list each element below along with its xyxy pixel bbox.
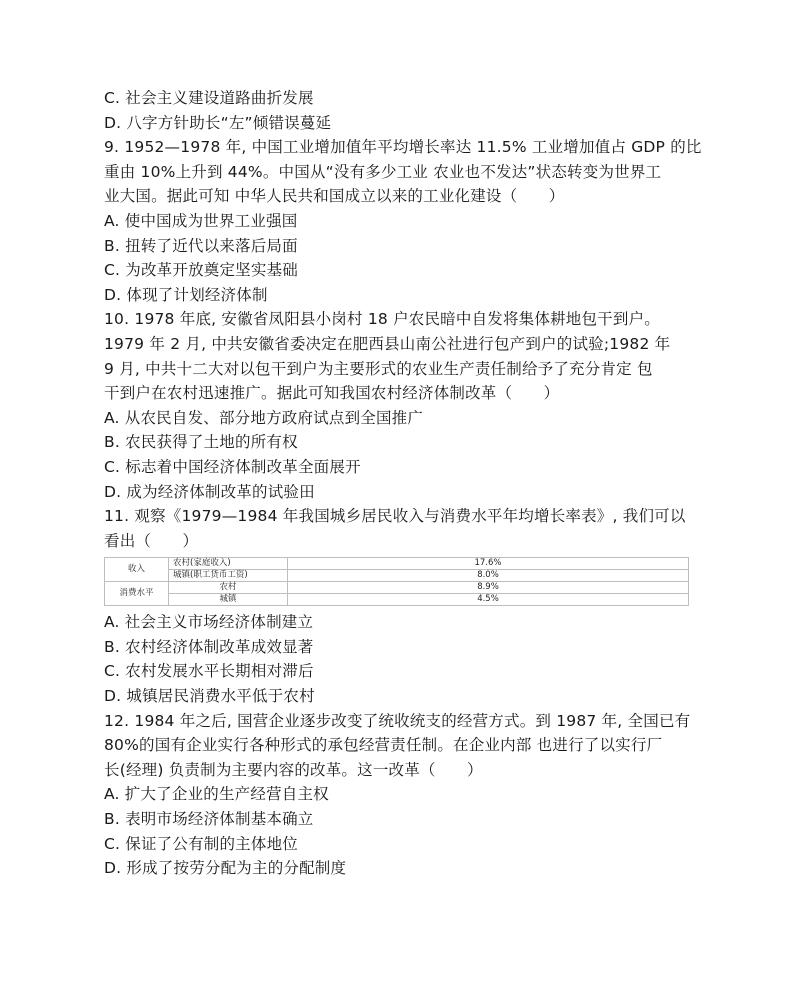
table-row: [105, 594, 689, 606]
option-b-q9: B. 扭转了近代以来落后局面: [104, 236, 298, 255]
question-12-line-2: 80%的国有企业实行各种形式的承包经营责任制。在企业内部 也进行了以实行厂: [104, 736, 663, 755]
table-category-consumption: 消费水平: [105, 582, 169, 606]
table-row: [105, 570, 689, 582]
table-row-label: 农村: [169, 582, 288, 594]
option-d-q10: D. 成为经济体制改革的试验田: [104, 482, 315, 501]
question-12-line-1: 12. 1984 年之后, 国营企业逐步改变了统收统支的经营方式。到 1987 年, 全国已有: [104, 711, 691, 730]
option-b-q12: B. 表明市场经济体制基本确立: [104, 810, 314, 829]
table-row-value: 8.0%: [288, 570, 689, 582]
option-a-q12: A. 扩大了企业的生产经营自主权: [104, 785, 329, 804]
question-10-line-1: 10. 1978 年底, 安徽省凤阳县小岗村 18 户农民暗中自发将集体耕地包干到户。: [104, 310, 660, 329]
option-c-q8: C. 社会主义建设道路曲折发展: [104, 89, 314, 107]
growth-rate-table: [104, 557, 689, 606]
table-row-label: 城镇: [169, 594, 288, 606]
table-category-income: 收入: [105, 558, 169, 582]
table-row-value: 4.5%: [288, 594, 689, 606]
option-d-q12: D. 形成了按劳分配为主的分配制度: [104, 859, 347, 878]
option-a-q11: A. 社会主义市场经济体制建立: [104, 613, 314, 632]
question-10-line-2: 1979 年 2 月, 中共安徽省委决定在肥西县山南公社进行包产到户的试验;1982 年: [104, 334, 671, 353]
option-b-q10: B. 农民获得了土地的所有权: [104, 433, 298, 452]
table-row: [105, 558, 689, 570]
option-d-q8: D. 八字方针助长“左”倾错误蔓延: [104, 113, 332, 132]
question-9-line-2: 重由 10%上升到 44%。中国从“没有多少工业 农业也不发达”状态转变为世界工: [104, 162, 662, 181]
table-row-value: 8.9%: [288, 582, 689, 594]
text-block-top: [104, 86, 702, 553]
document-page: [104, 86, 702, 881]
question-12-line-3: 长(经理) 负责制为主要内容的改革。这一改革（ ）: [104, 760, 483, 779]
option-b-q11: B. 农村经济体制改革成效显著: [104, 637, 314, 656]
option-d-q11: D. 城镇居民消费水平低于农村: [104, 687, 315, 706]
question-9-line-1: 9. 1952—1978 年, 中国工业增加值年平均增长率达 11.5% 工业增加值占 GDP 的比: [104, 138, 702, 157]
question-11-line-1: 11. 观察《1979—1984 年我国城乡居民收入与消费水平年均增长率表》, 我们可以: [104, 507, 686, 526]
option-a-q10: A. 从农民自发、部分地方政府试点到全国推广: [104, 408, 424, 427]
question-10-line-3: 9 月, 中共十二大对以包干到户为主要形式的农业生产责任制给予了充分肯定 包: [104, 359, 653, 378]
option-c-q11: C. 农村发展水平长期相对滞后: [104, 662, 314, 681]
table-row: [105, 582, 689, 594]
question-11-line-2: 看出（ ）: [104, 531, 199, 550]
table-row-value: 17.6%: [288, 558, 689, 570]
option-c-q12: C. 保证了公有制的主体地位: [104, 834, 298, 853]
table-row-label: 城镇(职工货币工资): [169, 570, 288, 582]
question-10-line-4: 干到户在农村迅速推广。据此可知我国农村经济体制改革（ ）: [104, 384, 560, 403]
question-9-line-3: 业大国。据此可知 中华人民共和国成立以来的工业化建设（ ）: [104, 187, 565, 206]
option-a-q9: A. 使中国成为世界工业强国: [104, 211, 298, 230]
table-row-label: 农村(家庭收入): [169, 558, 288, 570]
option-d-q9: D. 体现了计划经济体制: [104, 285, 268, 304]
text-block-bottom: [104, 610, 694, 881]
option-c-q9: C. 为改革开放奠定坚实基础: [104, 261, 298, 280]
option-c-q10: C. 标志着中国经济体制改革全面展开: [104, 457, 361, 476]
